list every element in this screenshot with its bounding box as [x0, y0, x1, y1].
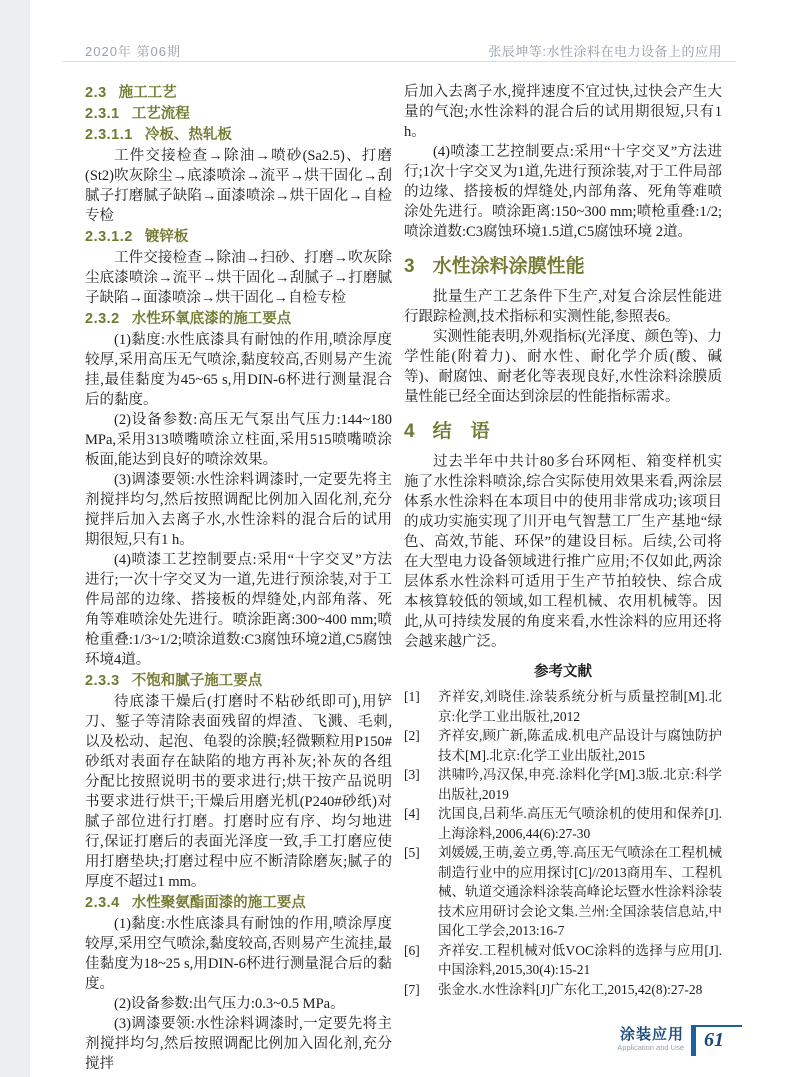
reference-marker: [1] [404, 689, 420, 704]
heading-title: 施工工艺 [118, 85, 177, 101]
heading-number: 2.3.2 [85, 311, 120, 327]
heading-number: 4 [404, 421, 415, 442]
reference-text: 洪啸吟,冯汉保,申亮.涂料化学[M].3版.北京:科学出版社,2019 [438, 767, 722, 802]
paragraph-primer-spray-control: (4)喷漆工艺控制要点:采用“十字交叉”方法进行;一次十字交叉为一道,先进行预涂装,对于工件局部的边缘、搭接板的焊缝处,内部角落、死角等难喷涂处先进行。喷涂距离:300~400 mm;喷枪重叠:1/3~1/2;喷涂道数:C3腐蚀环境2道,C5腐蚀环境4道。 [85, 552, 392, 668]
heading-number: 2.3.3 [85, 673, 120, 689]
reference-item [404, 843, 722, 941]
heading-2-3-4 [85, 893, 392, 913]
column-left [85, 82, 392, 1074]
heading-title: 水性环氧底漆的施工要点 [131, 311, 292, 327]
heading-number: 3 [404, 256, 415, 277]
reference-marker: [7] [404, 981, 420, 997]
column-right [404, 82, 722, 999]
page-number-box [691, 1025, 742, 1056]
journal-name-block [617, 1025, 684, 1052]
reference-item [404, 980, 722, 1000]
heading-number: 2.3 [85, 85, 107, 101]
heading-2-3-1-1 [85, 125, 392, 145]
page-number: 61 [704, 1029, 724, 1051]
heading-2-3 [85, 83, 392, 103]
reference-marker: [4] [404, 806, 420, 821]
paragraph-process-flow-cold-plate: 工件交接检查→除油→喷砂(Sa2.5)、打磨(St2)吹灰除尘→底漆喷涂→流平→烘干固化→刮腻子打磨腻子缺陷→面漆喷涂→烘干固化→自检专检 [85, 148, 392, 224]
reference-item [404, 726, 722, 765]
heading-title: 镀锌板 [144, 229, 189, 245]
paragraph-primer-viscosity: (1)黏度:水性底漆具有耐蚀的作用,喷涂厚度较厚,采用高压无气喷涂,黏度较高,否则易产生流挂,最佳黏度为45~65 s,用DIN-6杯进行测量混合后的黏度。 [85, 332, 392, 408]
heading-number: 2.3.1.2 [85, 229, 133, 245]
heading-section-3 [404, 255, 722, 279]
reference-marker: [6] [404, 942, 420, 958]
heading-title: 冷板、热轧板 [144, 127, 232, 143]
heading-title: 不饱和腻子施工要点 [131, 673, 263, 689]
paragraph-topcoat-mixing-start: (3)调漆要领:水性涂料调漆时,一定要先将主剂搅拌均匀,然后按照调配比例加入固化剂,充分搅拌 [85, 1016, 392, 1072]
heading-title: 水性聚氨酯面漆的施工要点 [131, 895, 306, 911]
reference-text: 张金水.水性涂料[J]广东化工,2015,42(8):27-28 [438, 981, 703, 997]
journal-name-en: Application and Use [617, 1043, 684, 1052]
paragraph-topcoat-mixing-cont: 后加入去离子水,搅拌速度不宜过快,过快会产生大量的气泡;水性涂料的混合后的试用期很短,只有1 h。 [404, 84, 722, 140]
reference-text: 齐祥安,刘晓佳.涂装系统分析与质量控制[M].北京:化学工业出版社,2012 [438, 689, 722, 724]
paragraph-topcoat-spray-control: (4)喷漆工艺控制要点:采用“十字交叉”方法进行;1次十字交叉为1道,先进行预涂装,对于工件局部的边缘、搭接板的焊缝处,内部角落、死角等难喷涂处先进行。喷涂距离:150~300 mm;喷枪重叠:1/2;喷涂道数:C3腐蚀环境1.5道,C5腐蚀环境 2道。 [404, 144, 722, 240]
journal-name: 涂装应用 [619, 1026, 684, 1043]
paragraph-film-performance-1: 批量生产工艺条件下生产,对复合涂层性能进行跟踪检测,技术指标和实测性能,参照表6。 [404, 289, 722, 325]
header-running-title: 张辰坤等:水性涂料在电力设备上的应用 [488, 44, 722, 59]
reference-marker: [2] [404, 728, 420, 743]
paragraph-primer-equipment: (2)设备参数:高压无气泵出气压力:144~180 MPa,采用313喷嘴喷涂立柱面,采用515喷嘴喷涂板面,能达到良好的喷涂效果。 [85, 412, 392, 468]
reference-text: 齐祥安.工程机械对低VOC涂料的选择与应用[J].中国涂料,2015,30(4):15-21 [438, 942, 722, 977]
footer [566, 1025, 742, 1056]
references-title: 参考文献 [534, 664, 592, 680]
reference-text: 沈国良,吕莉华.高压无气喷涂机的使用和保养[J].上海涂料,2006,44(6):27-30 [438, 806, 722, 841]
heading-number: 2.3.1.1 [85, 127, 133, 143]
paragraph-conclusion: 过去半年中共计80多台环网柜、箱变样机实施了水性涂料喷涂,综合实际使用效果来看,两涂层体系水性涂料在本项目中的使用非常成功;该项目的成功实施实现了川开电气智慧工厂生产基地“绿色、高效,节能、环保”的建设目标。后续,公司将在大型电力设备领域进行推广应用;不仅如此,两涂层体系水性涂料可适用于生产节拍较快、综合成本核算较低的领域,如工程机械、农用机械等。因此,从可持续发展的角度来看,水性涂料的应用还将会越来越广泛。 [404, 454, 722, 650]
reference-marker: [5] [404, 845, 420, 860]
page-left-edge-strip [0, 0, 30, 1077]
heading-title: 结 语 [432, 421, 490, 442]
reference-item [404, 765, 722, 804]
reference-item [404, 804, 722, 843]
heading-title: 工艺流程 [131, 106, 190, 122]
paragraph-topcoat-equipment: (2)设备参数:出气压力:0.3~0.5 MPa。 [114, 996, 345, 1012]
heading-2-3-3 [85, 671, 392, 691]
paragraph-film-performance-2: 实测性能表明,外观指标(光泽度、颜色等)、力学性能(附着力)、耐水性、耐化学介质(酸、碱等)、耐腐蚀、耐老化等表现良好,水性涂料涂膜质量性能已经全面达到涂层的性能指标需求。 [404, 329, 722, 405]
reference-marker: [3] [404, 767, 420, 782]
heading-title: 水性涂料涂膜性能 [432, 256, 585, 277]
header-issue: 2020年 第06期 [85, 44, 181, 59]
heading-section-4 [404, 420, 722, 444]
heading-number: 2.3.1 [85, 106, 120, 122]
paragraph-putty-points: 待底漆干燥后(打磨时不粘砂纸即可),用铲刀、錾子等清除表面残留的焊渣、飞溅、毛刺,以及松动、起泡、龟裂的涂膜;轻微颗粒用P150#砂纸对表面存在缺陷的地方再补灰;补灰的各组分配比按照说明书的要求进行;烘干按产品说明书要求进行烘干;干燥后用磨光机(P240#砂纸)对腻子部位进行打磨。打磨时应有序、均匀地进行,保证打磨后的表面光泽度一致,手工打磨应使用打磨垫块;打磨过程中应不断清除磨灰;腻子的厚度不超过1 mm。 [85, 694, 392, 890]
heading-2-3-1 [85, 104, 392, 124]
reference-text: 刘媛媛,王萌,姜立勇,等.高压无气喷涂在工程机械制造行业中的应用探讨[C]//2013商用车、工程机械、轨道交通涂料涂装高峰论坛暨水性涂料涂装技术应用研讨会论文集.兰州:全国涂装信息站,中国化工学会,2013:16-7 [438, 845, 722, 938]
paragraph-primer-mixing: (3)调漆要领:水性涂料调漆时,一定要先将主剂搅拌均匀,然后按照调配比例加入固化剂,充分搅拌后加入去离子水,水性涂料的混合后的试用期很短,只有1 h。 [85, 472, 392, 548]
paragraph-process-flow-galvanized: 工件交接检查→除油→扫砂、打磨→吹灰除尘底漆喷涂→流平→烘干固化→刮腻子→打磨腻子缺陷→面漆喷涂→烘干固化→自检专检 [85, 250, 392, 306]
header-rule [63, 61, 736, 62]
reference-text: 齐祥安,顾广新,陈孟成.机电产品设计与腐蚀防护技术[M].北京:化学工业出版社,2015 [438, 728, 722, 763]
paragraph-topcoat-viscosity: (1)黏度:水性底漆具有耐蚀的作用,喷涂厚度较厚,采用空气喷涂,黏度较高,否则易产生流挂,最佳黏度为18~25 s,用DIN-6杯进行测量混合后的黏度。 [85, 916, 392, 992]
reference-item [404, 687, 722, 726]
heading-number: 2.3.4 [85, 895, 120, 911]
heading-2-3-1-2 [85, 227, 392, 247]
heading-2-3-2 [85, 309, 392, 329]
reference-item [404, 941, 722, 980]
